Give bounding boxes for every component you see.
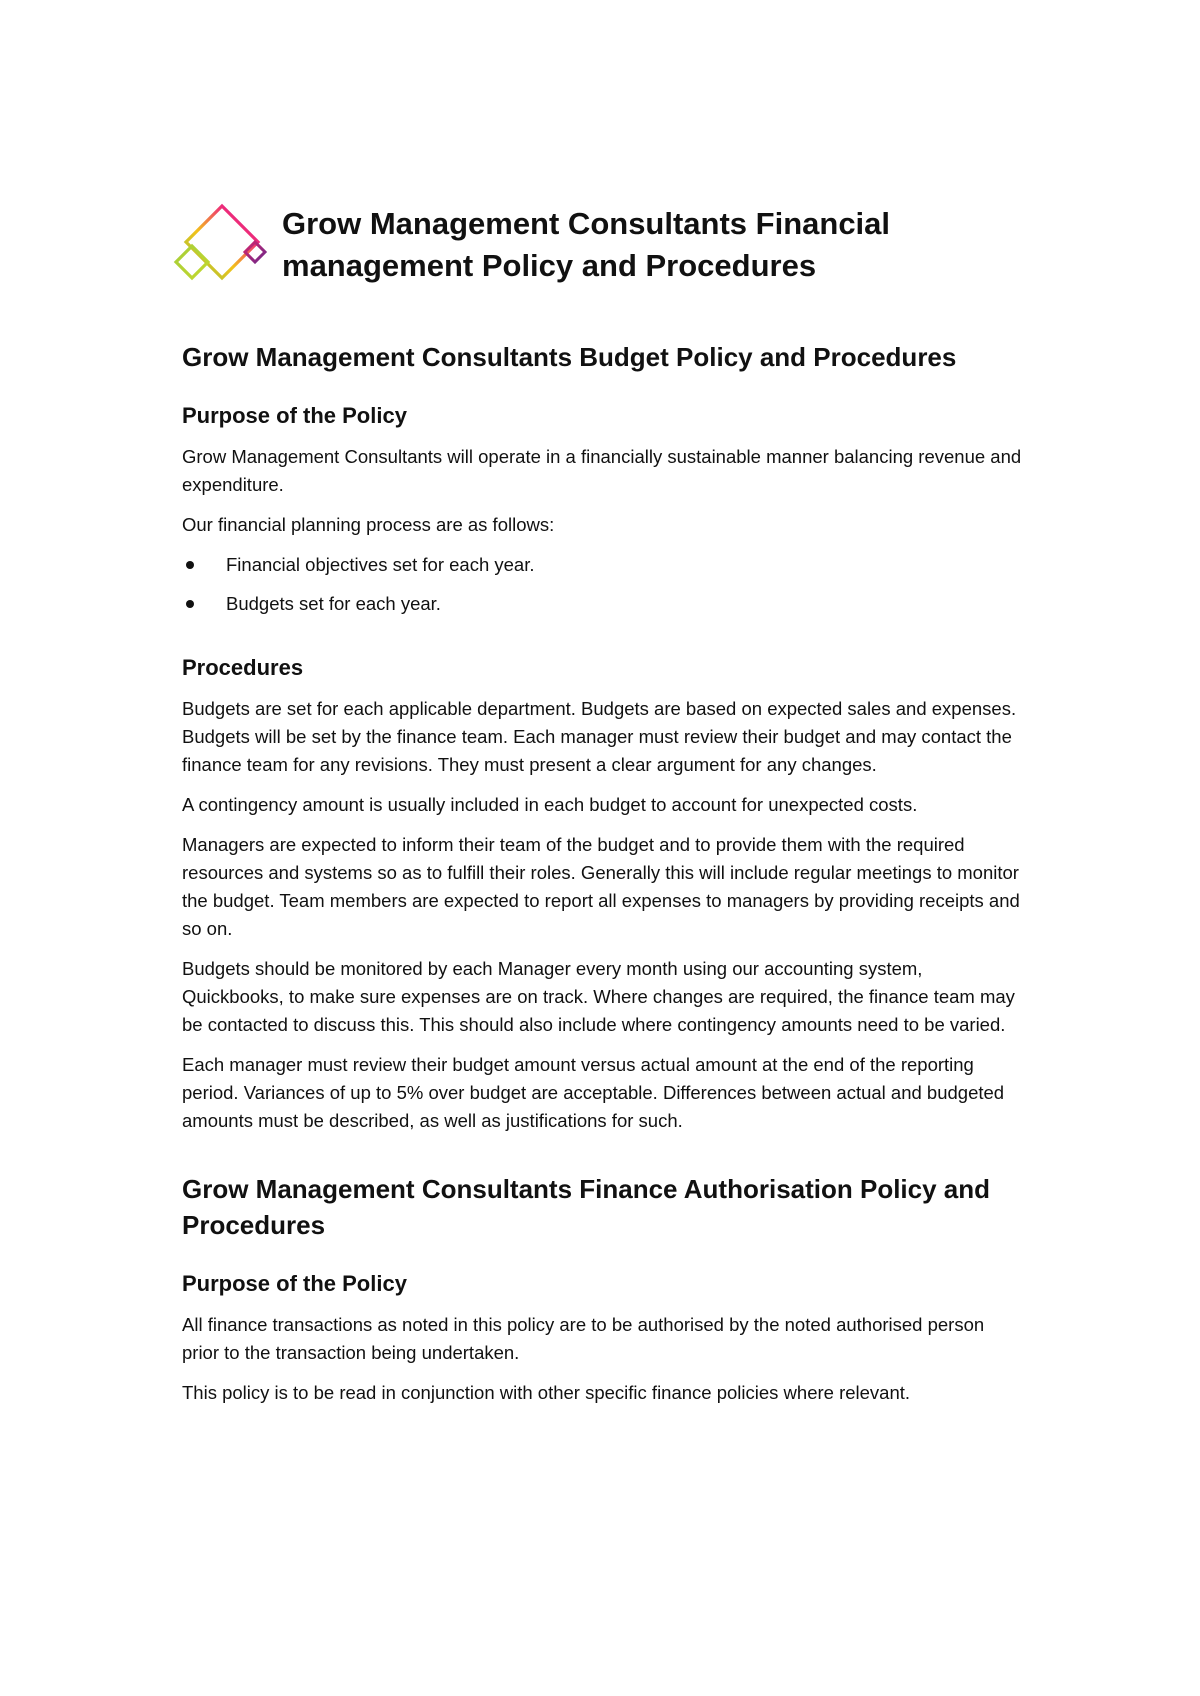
paragraph: Managers are expected to inform their team of the budget and to provide them with the required resources and systems so as to fulfill their roles. Generally this will include regular meetings to monitor the budget. Team members are expected to report all expenses to managers by providing receipts and so on.	[182, 834, 1020, 939]
budget-policy-section	[182, 339, 1022, 1135]
bullet-list	[182, 551, 1022, 618]
list-item	[182, 551, 1022, 579]
paragraph: Grow Management Consultants will operate in a financially sustainable manner balancing revenue and expenditure.	[182, 446, 1022, 495]
section-heading: Grow Management Consultants Finance Authorisation Policy and Procedures	[182, 1174, 991, 1240]
paragraph: A contingency amount is usually included in each budget to account for unexpected costs.	[182, 794, 918, 815]
spacer	[182, 1147, 1022, 1171]
spacer	[182, 629, 1022, 653]
document-title: Grow Management Consultants Financial management Policy and Procedures	[282, 206, 891, 283]
grow-logo-icon	[172, 203, 268, 281]
authorisation-policy-section	[182, 1171, 1022, 1407]
paragraph: This policy is to be read in conjunction with other specific finance policies where relevant.	[182, 1382, 911, 1403]
section-heading: Grow Management Consultants Budget Policy and Procedures	[182, 342, 957, 372]
paragraph: Our financial planning process are as follows:	[182, 514, 555, 535]
list-item-text: Budgets set for each year.	[226, 593, 441, 614]
paragraph: All finance transactions as noted in this policy are to be authorised by the noted authorised person prior to the transaction being undertaken.	[182, 1314, 985, 1363]
paragraph: Budgets should be monitored by each Manager every month using our accounting system, Quickbooks, to make sure expenses are on track. Where changes are required, the finance team may be contacted to discuss this. This should also include where contingency amounts need to be varied.	[182, 958, 1015, 1035]
list-item	[182, 590, 1022, 618]
procedures-heading: Procedures	[182, 655, 304, 680]
paragraph: Budgets are set for each applicable department. Budgets are based on expected sales and expenses. Budgets will be set by the finance team. Each manager must review their budget and may contact the finance team for any revisions. They must present a clear argument for any changes.	[182, 698, 1017, 775]
bullet-icon	[186, 561, 194, 569]
bullet-icon	[186, 600, 194, 608]
purpose-heading: Purpose of the Policy	[182, 403, 407, 428]
list-item-text: Financial objectives set for each year.	[226, 554, 535, 575]
paragraph: Each manager must review their budget amount versus actual amount at the end of the reporting period. Variances of up to 5% over budget are acceptable. Differences between actual and budgeted amounts must be described, as well as justifications for such.	[182, 1054, 1005, 1131]
purpose-heading: Purpose of the Policy	[182, 1271, 407, 1296]
document-header	[172, 203, 1032, 303]
document-body	[182, 339, 1022, 1419]
